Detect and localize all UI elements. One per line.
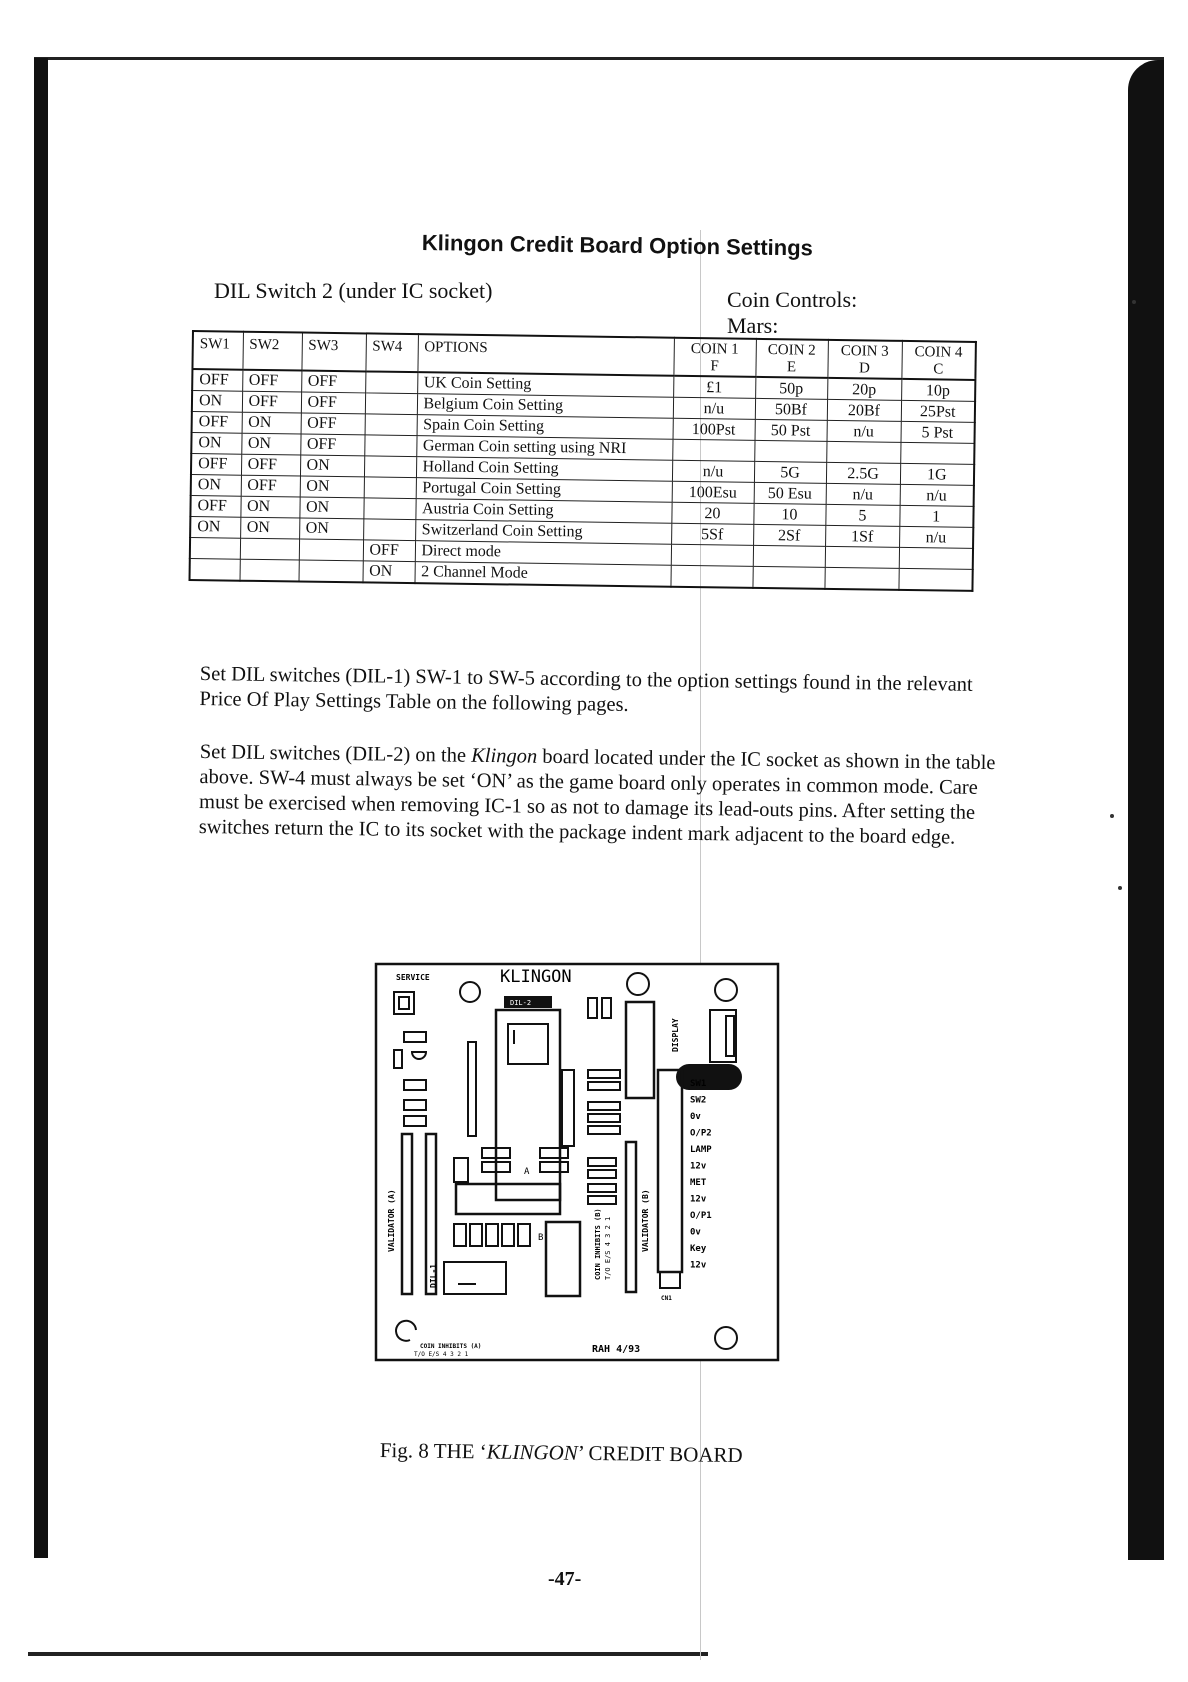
table-cell-c3	[825, 546, 899, 568]
table-cell-option: Direct mode	[415, 541, 671, 566]
paragraph-dil2	[199, 740, 1010, 851]
table-cell-c3: n/u	[826, 483, 900, 505]
validator-a-label: VALIDATOR (A)	[387, 1189, 396, 1252]
table-header-cell: SW4	[365, 333, 418, 372]
page-number: -47-	[548, 1568, 582, 1590]
page-title: Klingon Credit Board Option Settings	[421, 230, 814, 261]
table-cell-c4: 25Pst	[901, 400, 975, 422]
table-cell-c3: 1Sf	[825, 525, 899, 547]
table-cell-sw3: ON	[300, 476, 364, 498]
scan-speck	[1118, 886, 1122, 890]
display-label: DISPLAY	[671, 1018, 680, 1052]
coin-header-cell	[673, 338, 756, 377]
table-cell-sw3: ON	[299, 497, 363, 519]
paragraph-dil2-post: board located under the IC socket as shown in the table above. SW-4 must always be set ‘ON’ as the game board only operates in common mode. Care must be exercised when removing IC-1 so as not to damage its lead-outs pins. After setting the switches return the IC to its socket with the package indent mark adjacent to the board edge.	[198, 745, 996, 849]
table-cell-sw3	[298, 560, 362, 582]
table-cell-c2	[752, 566, 824, 589]
table-cell-c1	[671, 544, 753, 566]
table-cell-c3: 5	[825, 504, 899, 526]
table-cell-c4: 1	[899, 505, 973, 527]
coin-inhibits-b-label: COIN INHIBITS (B)	[594, 1208, 602, 1280]
table-cell-sw4: OFF	[363, 540, 415, 562]
table-cell-c1: £1	[673, 376, 755, 399]
table-cell-sw3: OFF	[301, 371, 365, 393]
table-cell-c2: 5G	[754, 461, 826, 483]
table-cell-c4	[898, 568, 972, 591]
table-cell-option: UK Coin Setting	[417, 372, 673, 397]
table-cell-sw2: OFF	[241, 475, 300, 497]
coin-header-name: COIN 3	[840, 343, 889, 360]
table-cell-sw3: ON	[300, 455, 364, 477]
connector-label: SW1	[690, 1079, 707, 1089]
caption-post: ’ CREDIT BOARD	[577, 1440, 743, 1468]
coin-header-name: COIN 2	[767, 342, 816, 359]
coin-header-letter: E	[786, 359, 797, 376]
table-cell-c3	[826, 441, 900, 463]
coin-header-cell	[755, 339, 828, 378]
coin-header-name: COIN 4	[914, 344, 963, 361]
table-cell-c1: 100Esu	[672, 481, 754, 503]
coin-header-name: COIN 1	[690, 340, 739, 358]
table-cell-c1: n/u	[672, 460, 754, 482]
table-cell-c3: 2.5G	[826, 462, 900, 484]
coin-controls-label	[727, 287, 857, 339]
table-cell-option: Portugal Coin Setting	[416, 478, 672, 503]
table-cell-c1: 5Sf	[671, 523, 753, 545]
connector-label: O/P2	[690, 1128, 712, 1139]
connector-label: LAMP	[690, 1145, 712, 1155]
table-cell-option: German Coin setting using NRI	[416, 436, 672, 461]
table-cell-sw2: ON	[240, 517, 299, 539]
table-cell-c4	[900, 442, 974, 464]
table-cell-sw3: OFF	[300, 434, 364, 456]
dil-switch-label: DIL Switch 2 (under IC socket)	[214, 278, 493, 303]
paragraph-dil2-em: Klingon	[471, 744, 538, 768]
service-label: SERVICE	[396, 973, 430, 982]
table-cell-sw3: OFF	[301, 392, 365, 414]
page-border-left	[34, 58, 48, 1558]
table-cell-c2	[754, 440, 826, 462]
table-cell-sw1	[190, 558, 240, 580]
table-cell-sw1: ON	[190, 516, 240, 538]
validator-b-label: VALIDATOR (B)	[641, 1189, 650, 1252]
option-settings-table	[188, 330, 976, 592]
label-a: A	[524, 1167, 530, 1177]
table-cell-sw4	[364, 477, 416, 499]
paragraph-dil1: Set DIL switches (DIL-1) SW-1 to SW-5 according to the option settings found in the relevant Price Of Play Settings Table on the following pages.	[199, 662, 973, 716]
table-cell-sw1: OFF	[191, 454, 241, 476]
page-border-top	[34, 57, 1164, 60]
table-cell-sw1: OFF	[192, 369, 242, 391]
table-cell-sw4	[365, 414, 417, 436]
table-cell-sw2	[240, 559, 299, 581]
klingon-board-diagram	[374, 962, 780, 1362]
connector-label: 12v	[690, 1161, 707, 1172]
table-cell-c2: 50 Esu	[754, 482, 826, 504]
connector-key	[676, 1064, 742, 1090]
coin-inhibits-a-label: COIN INHIBITS (A)	[420, 1343, 482, 1350]
figure-caption	[380, 1438, 743, 1468]
connector-label: 12v	[690, 1194, 707, 1205]
page-border-right	[1128, 60, 1164, 1560]
table-cell-c2: 2Sf	[753, 524, 825, 546]
table-cell-sw1: ON	[191, 433, 241, 455]
table-cell-c4: n/u	[900, 484, 974, 506]
dil2-label: DIL-2	[510, 999, 532, 1007]
table-cell-sw2: ON	[240, 496, 299, 518]
table-cell-c3	[824, 567, 898, 590]
connector-label: SW2	[690, 1095, 707, 1106]
table-cell-option: Holland Coin Setting	[416, 457, 672, 482]
table-cell-sw2: ON	[242, 412, 301, 434]
option-settings-table-wrap	[188, 330, 976, 592]
paragraph-dil2-pre: Set DIL switches (DIL-2) on the	[199, 740, 472, 767]
table-header-cell: SW2	[242, 332, 302, 371]
table-cell-sw1: OFF	[192, 412, 242, 434]
table-cell-c4: 5 Pst	[900, 421, 974, 443]
coin-inhibits-a-sub: T/O E/S 4 3 2 1	[414, 1351, 469, 1358]
coin-controls-sub: Mars:	[727, 313, 779, 338]
board-name: KLINGON	[500, 967, 572, 987]
dil1-label: DIL-1	[429, 1263, 438, 1288]
table-header-cell: OPTIONS	[417, 334, 674, 376]
page-border-bottom	[28, 1652, 708, 1656]
table-cell-c4: 1G	[900, 463, 974, 485]
table-cell-sw3: OFF	[301, 413, 365, 435]
table-cell-sw1: ON	[192, 391, 242, 413]
table-cell-sw1: ON	[191, 474, 241, 496]
table-cell-c1	[670, 565, 752, 588]
caption-pre: Fig. 8 THE ‘	[379, 1438, 487, 1464]
coin-header-cell	[827, 340, 902, 379]
table-cell-c3: n/u	[827, 420, 901, 442]
board-svg	[374, 962, 780, 1362]
table-cell-sw3	[299, 539, 363, 561]
table-cell-sw4	[363, 498, 415, 520]
table-cell-c2: 50p	[755, 377, 827, 400]
table-cell-c2	[753, 545, 825, 567]
coin-header-letter: C	[933, 361, 944, 378]
coin-controls-title: Coin Controls:	[727, 287, 858, 312]
table-cell-c2: 10	[753, 503, 825, 525]
label-b: B	[538, 1233, 544, 1243]
table-header-cell: SW1	[192, 331, 243, 370]
scan-speck	[1110, 814, 1114, 818]
connector-label: O/P1	[690, 1211, 712, 1221]
table-cell-sw2	[240, 538, 299, 560]
coin-header-letter: F	[710, 358, 719, 375]
table-cell-sw3: ON	[299, 518, 363, 540]
table-cell-c4	[899, 547, 973, 569]
caption-em: KLINGON	[486, 1439, 578, 1465]
table-cell-sw4	[364, 435, 416, 457]
table-header-cell: SW3	[301, 333, 366, 372]
table-cell-c1	[672, 439, 754, 461]
scan-speck	[1132, 300, 1136, 304]
table-cell-c2: 50Bf	[755, 398, 827, 420]
table-cell-sw1: OFF	[190, 495, 240, 517]
table-cell-c4: 10p	[901, 379, 975, 402]
board-revision: RAH 4/93	[592, 1344, 641, 1355]
table-cell-c4: n/u	[899, 526, 973, 548]
table-cell-c1: 20	[671, 502, 753, 524]
cn1-label: CN1	[661, 1295, 672, 1302]
table-cell-c2: 50 Pst	[755, 419, 827, 441]
table-cell-sw2: OFF	[242, 370, 301, 392]
table-cell-sw2: OFF	[241, 454, 300, 476]
connector-label: MET	[690, 1178, 707, 1188]
table-cell-option: Spain Coin Setting	[417, 415, 673, 440]
table-cell-option: 2 Channel Mode	[414, 562, 670, 587]
table-cell-option: Belgium Coin Setting	[417, 394, 673, 419]
connector-label: 0v	[690, 1227, 701, 1238]
connector-label: 12v	[690, 1260, 707, 1271]
table-cell-sw1	[190, 537, 240, 559]
table-cell-option: Austria Coin Setting	[415, 499, 671, 524]
table-cell-sw4	[363, 519, 415, 541]
table-cell-option: Switzerland Coin Setting	[415, 520, 671, 545]
table-cell-sw2: ON	[241, 433, 300, 455]
table-cell-sw4: ON	[362, 561, 414, 583]
coin-header-cell	[901, 341, 976, 380]
coin-inhibits-b-sub: T/O E/S 4 3 2 1	[604, 1216, 612, 1280]
table-cell-sw4	[364, 456, 416, 478]
table-cell-sw4	[365, 393, 417, 415]
table-cell-sw4	[365, 371, 417, 393]
table-cell-c1: n/u	[673, 397, 755, 419]
table-cell-c1: 100Pst	[673, 418, 755, 440]
connector-label: 0v	[690, 1112, 701, 1122]
table-cell-c3: 20p	[827, 378, 901, 401]
connector-label: Key	[690, 1244, 707, 1254]
coin-header-letter: D	[858, 360, 871, 377]
table-cell-c3: 20Bf	[827, 399, 901, 421]
table-cell-sw2: OFF	[242, 391, 301, 413]
